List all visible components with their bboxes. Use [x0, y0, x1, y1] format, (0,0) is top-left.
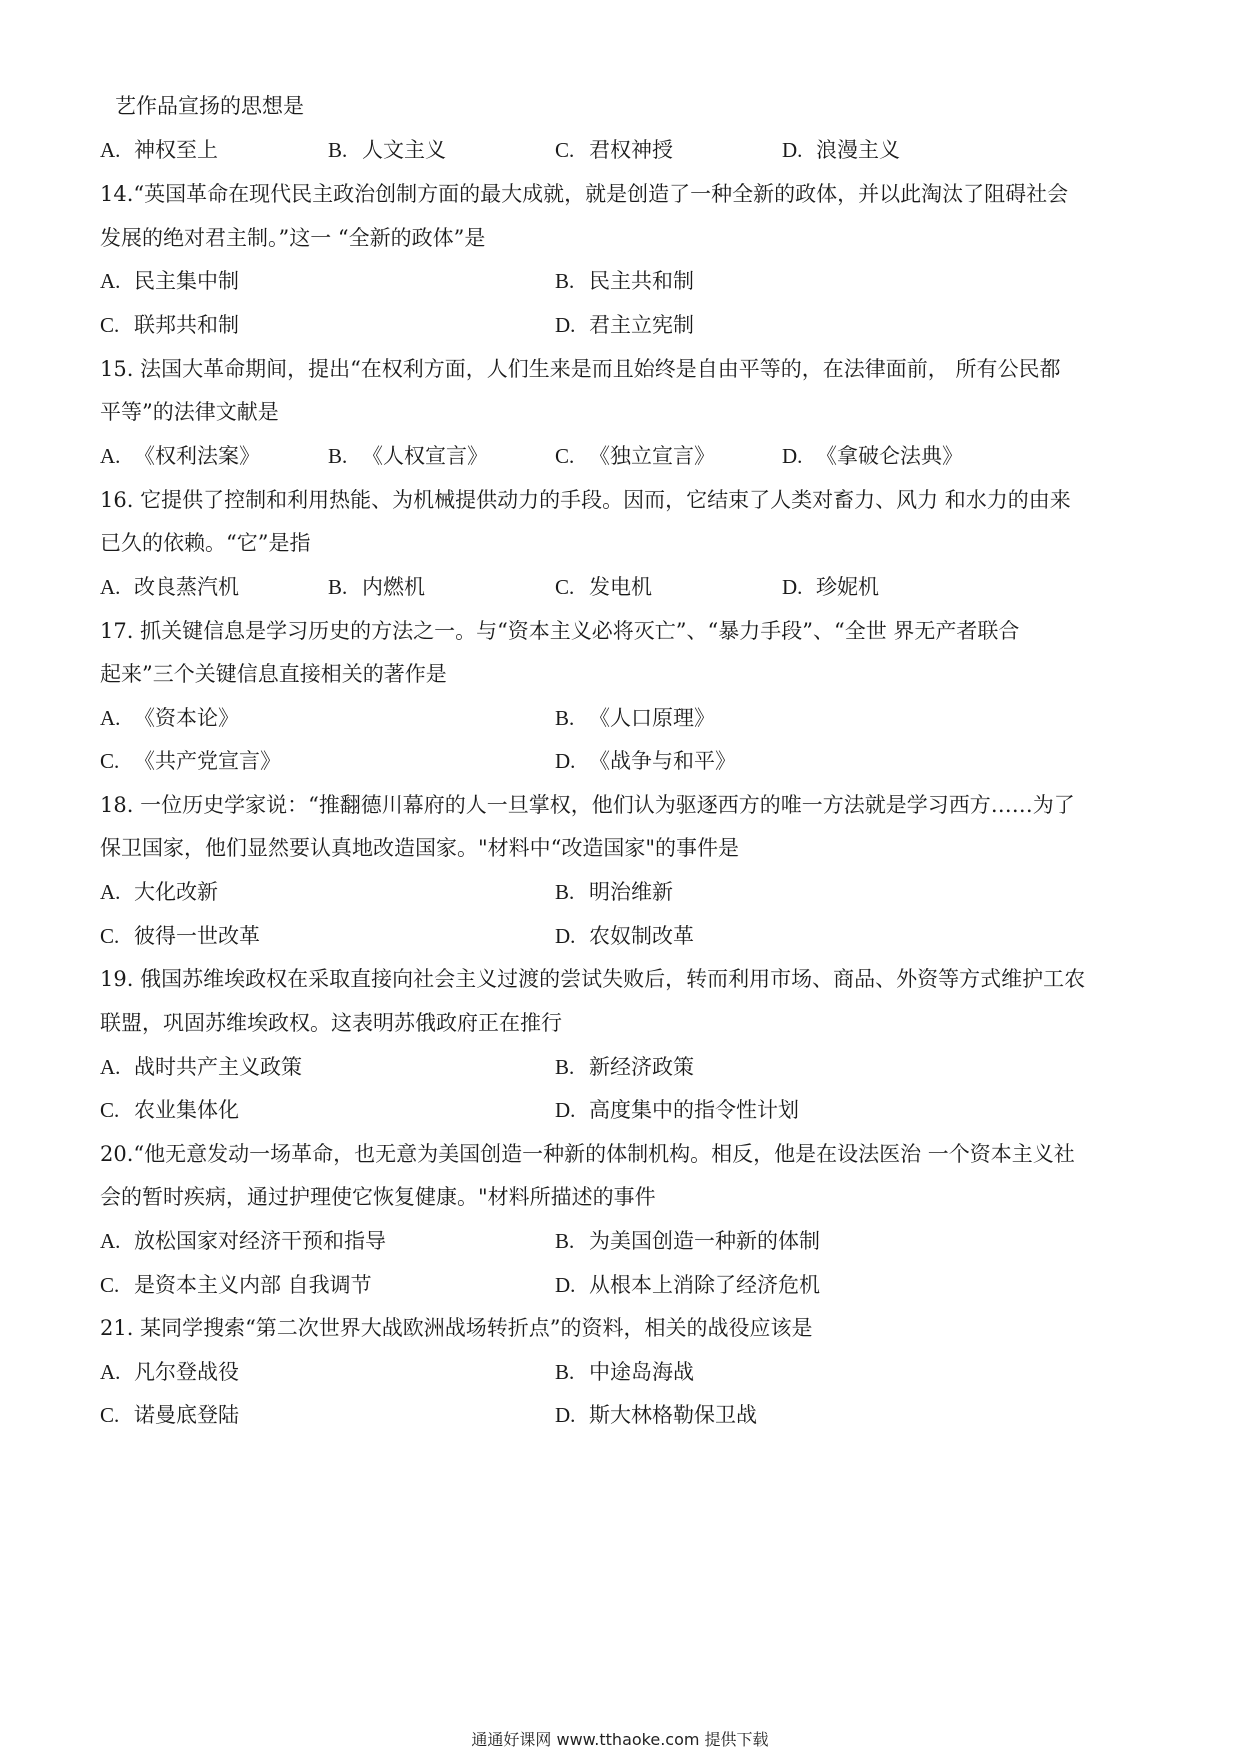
- question-16-line-2: 已久的依赖。“它”是指: [100, 531, 311, 555]
- option-c: C. 君权神授: [555, 138, 673, 162]
- option-d: D. 高度集中的指令性计划: [555, 1098, 799, 1122]
- option-b: B. 人文主义: [328, 138, 446, 162]
- question-14-line-2: 发展的绝对君主制。”这一 “全新的政体”是: [100, 226, 486, 250]
- question-16-line-1: 16. 它提供了控制和利用热能、为机械提供动力的手段。因而，它结束了人类对畜力、风力 和水力的由来: [100, 488, 1071, 512]
- option-b: B. 内燃机: [328, 575, 425, 599]
- option-d: D. 从根本上消除了经济危机: [555, 1273, 820, 1297]
- option-d: D. 浪漫主义: [782, 138, 900, 162]
- question-17-line-1: 17. 抓关键信息是学习历史的方法之一。与“资本主义必将灭亡”、“暴力手段”、“全世 界无产者联合: [100, 619, 1020, 643]
- question-19-line-2: 联盟，巩固苏维埃政权。这表明苏俄政府正在推行: [100, 1011, 562, 1035]
- question-21-line-1: 21. 某同学搜索“第二次世界大战欧洲战场转折点”的资料，相关的战役应该是: [100, 1316, 813, 1340]
- option-d: D. 君主立宪制: [555, 313, 694, 337]
- option-c: C. 诺曼底登陆: [100, 1403, 239, 1427]
- option-b: B. 新经济政策: [555, 1055, 694, 1079]
- option-b: B. 为美国创造一种新的体制: [555, 1229, 820, 1253]
- question-20-line-2: 会的暂时疾病，通过护理使它恢复健康。"材料所描述的事件: [100, 1185, 656, 1209]
- option-a: A. 改良蒸汽机: [100, 575, 239, 599]
- option-a: A. 神权至上: [100, 138, 218, 162]
- question-15-line-1: 15. 法国大革命期间，提出“在权利方面，人们生来是而且始终是自由平等的，在法律面前， 所有公民都: [100, 357, 1061, 381]
- option-a: A. 战时共产主义政策: [100, 1055, 302, 1079]
- option-b: B. 《人权宣言》: [328, 444, 488, 468]
- option-a: A. 民主集中制: [100, 269, 239, 293]
- option-b: B. 民主共和制: [555, 269, 694, 293]
- page-footer: 通通好课网 www.tthaoke.com 提供下载: [471, 1730, 769, 1749]
- option-b: B. 《人口原理》: [555, 706, 715, 730]
- question-18-line-1: 18. 一位历史学家说：“推翻德川幕府的人一旦掌权，他们认为驱逐西方的唯一方法就是学习西方……为了: [100, 793, 1075, 817]
- option-c: C. 联邦共和制: [100, 313, 239, 337]
- option-d: D. 《拿破仑法典》: [782, 444, 963, 468]
- option-d: D. 珍妮机: [782, 575, 879, 599]
- option-c: C. 发电机: [555, 575, 652, 599]
- option-b: B. 中途岛海战: [555, 1360, 694, 1384]
- question-18-line-2: 保卫国家，他们显然要认真地改造国家。"材料中“改造国家"的事件是: [100, 836, 740, 860]
- option-d: D. 斯大林格勒保卫战: [555, 1403, 757, 1427]
- question-17-line-2: 起来”三个关键信息直接相关的著作是: [100, 662, 447, 686]
- option-c: C. 彼得一世改革: [100, 924, 260, 948]
- question-19-line-1: 19. 俄国苏维埃政权在采取直接向社会主义过渡的尝试失败后，转而利用市场、商品、外资等方式维护工农: [100, 967, 1086, 991]
- question-13-stem-end: 艺作品宣扬的思想是: [115, 94, 304, 118]
- option-a: A. 凡尔登战役: [100, 1360, 239, 1384]
- option-c: C. 是资本主义内部 自我调节: [100, 1273, 372, 1297]
- option-d: D. 农奴制改革: [555, 924, 694, 948]
- question-15-line-2: 平等”的法律文献是: [100, 400, 279, 424]
- option-a: A. 放松国家对经济干预和指导: [100, 1229, 386, 1253]
- question-14-line-1: 14.“英国革命在现代民主政治创制方面的最大成就，就是创造了一种全新的政体，并以此淘汰了阻碍社会: [100, 182, 1069, 206]
- option-d: D. 《战争与和平》: [555, 749, 736, 773]
- option-a: A. 《资本论》: [100, 706, 239, 730]
- option-c: C. 《共产党宣言》: [100, 749, 281, 773]
- option-c: C. 农业集体化: [100, 1098, 239, 1122]
- option-c: C. 《独立宣言》: [555, 444, 715, 468]
- option-b: B. 明治维新: [555, 880, 673, 904]
- option-a: A. 《权利法案》: [100, 444, 260, 468]
- question-20-line-1: 20.“他无意发动一场革命，也无意为美国创造一种新的体制机构。相反，他是在设法医治 一个资本主义社: [100, 1142, 1075, 1166]
- option-a: A. 大化改新: [100, 880, 218, 904]
